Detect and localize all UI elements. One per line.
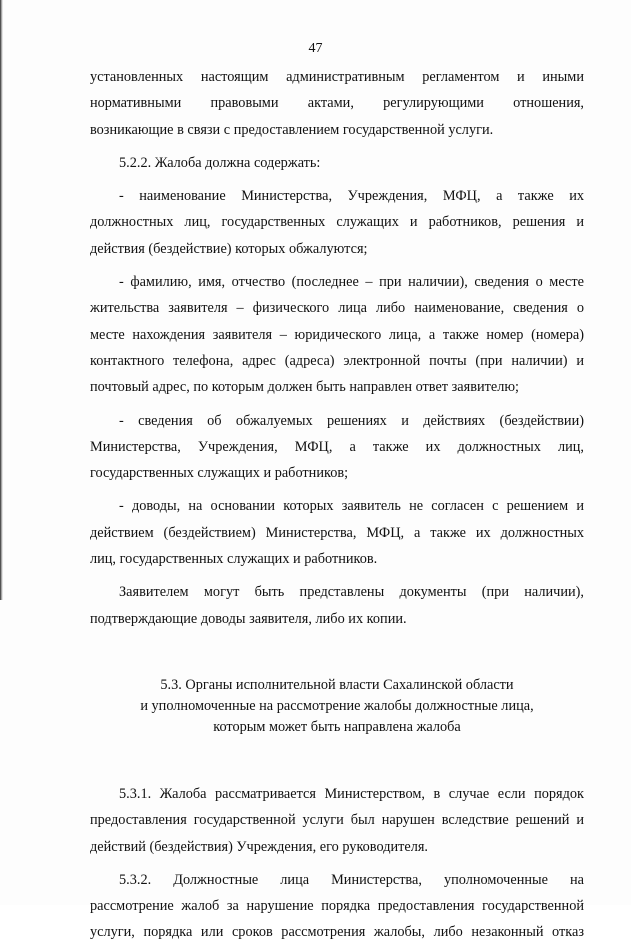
text-line: Министерства, Учреждения, МФЦ, а также их должностных лиц, (90, 438, 584, 455)
text-line: установленных настоящим административным регламентом и иными (90, 69, 584, 85)
text-line: - доводы, на основании которых заявитель не согласен с решением и (119, 498, 584, 515)
text-line: возникающие в связи с предоставлением государственной услуги. (90, 121, 494, 138)
text-line: Заявителем могут быть представлены документы (при наличии), (119, 584, 584, 601)
paragraph-documents (90, 579, 584, 632)
list-item-bullet-1 (90, 183, 584, 262)
text-line: жительства заявителя – физического лица либо наименование, сведения о (90, 300, 584, 317)
scan-shadow-edge (0, 0, 3, 600)
list-item-bullet-3 (90, 408, 584, 487)
page-number: 47 (308, 41, 323, 56)
text-line: услуги, порядка или сроков рассмотрения жалобы, либо незаконный отказ (90, 924, 584, 941)
text-line: действий (бездействия) Учреждения, его руководителя. (90, 838, 429, 855)
text-line: государственных служащих и работников; (90, 465, 349, 482)
text-line: 5.2.2. Жалоба должна содержать: (119, 154, 321, 171)
text-line: почтовый адрес, по которым должен быть направлен ответ заявителю; (90, 379, 519, 396)
text-line: нормативными правовыми актами, регулирующими отношения, (90, 95, 584, 112)
text-line: лиц, государственных служащих и работников. (90, 551, 378, 568)
text-line: должностных лиц, государственных служащих и работников, решения и (90, 214, 584, 231)
text-line: месте нахождения заявителя – юридического лица, а также номер (номера) (90, 326, 584, 343)
heading-line: которым может быть направлена жалоба (213, 718, 461, 735)
paragraph-continuation (90, 64, 584, 143)
paragraph-5-3-2 (90, 867, 584, 946)
text-line: действия (бездействие) которых обжалуются; (90, 240, 368, 257)
text-line: - фамилию, имя, отчество (последнее – при наличии), сведения о месте (119, 274, 584, 291)
heading-line: и уполномоченные на рассмотрение жалобы должностные лица, (140, 697, 534, 714)
text-line: - наименование Министерства, Учреждения, МФЦ, а также их (119, 188, 584, 205)
document-body (90, 64, 584, 946)
list-item-bullet-2 (90, 269, 584, 400)
paragraph-5-2-2 (90, 150, 584, 176)
text-line: - сведения об обжалуемых решениях и действиях (бездействии) (119, 412, 584, 429)
text-line: контактного телефона, адрес (адреса) электронной почты (при наличии) и (90, 352, 584, 369)
text-line: рассмотрение жалоб за нарушение порядка предоставления государственной (90, 898, 584, 915)
text-line: предоставления государственной услуги был нарушен вследствие решений и (90, 812, 584, 829)
text-line: 5.3.1. Жалоба рассматривается Министерством, в случае если порядок (119, 785, 584, 802)
section-heading-5-3 (90, 675, 584, 738)
text-line: подтверждающие доводы заявителя, либо их копии. (90, 610, 407, 627)
paragraph-5-3-1 (90, 781, 584, 860)
text-line: 5.3.2. Должностные лица Министерства, уполномоченные на (119, 871, 584, 888)
heading-line: 5.3. Органы исполнительной власти Сахалинской области (160, 676, 514, 693)
list-item-bullet-4 (90, 493, 584, 572)
text-line: действием (бездействием) Министерства, МФЦ, а также их должностных (90, 524, 584, 541)
